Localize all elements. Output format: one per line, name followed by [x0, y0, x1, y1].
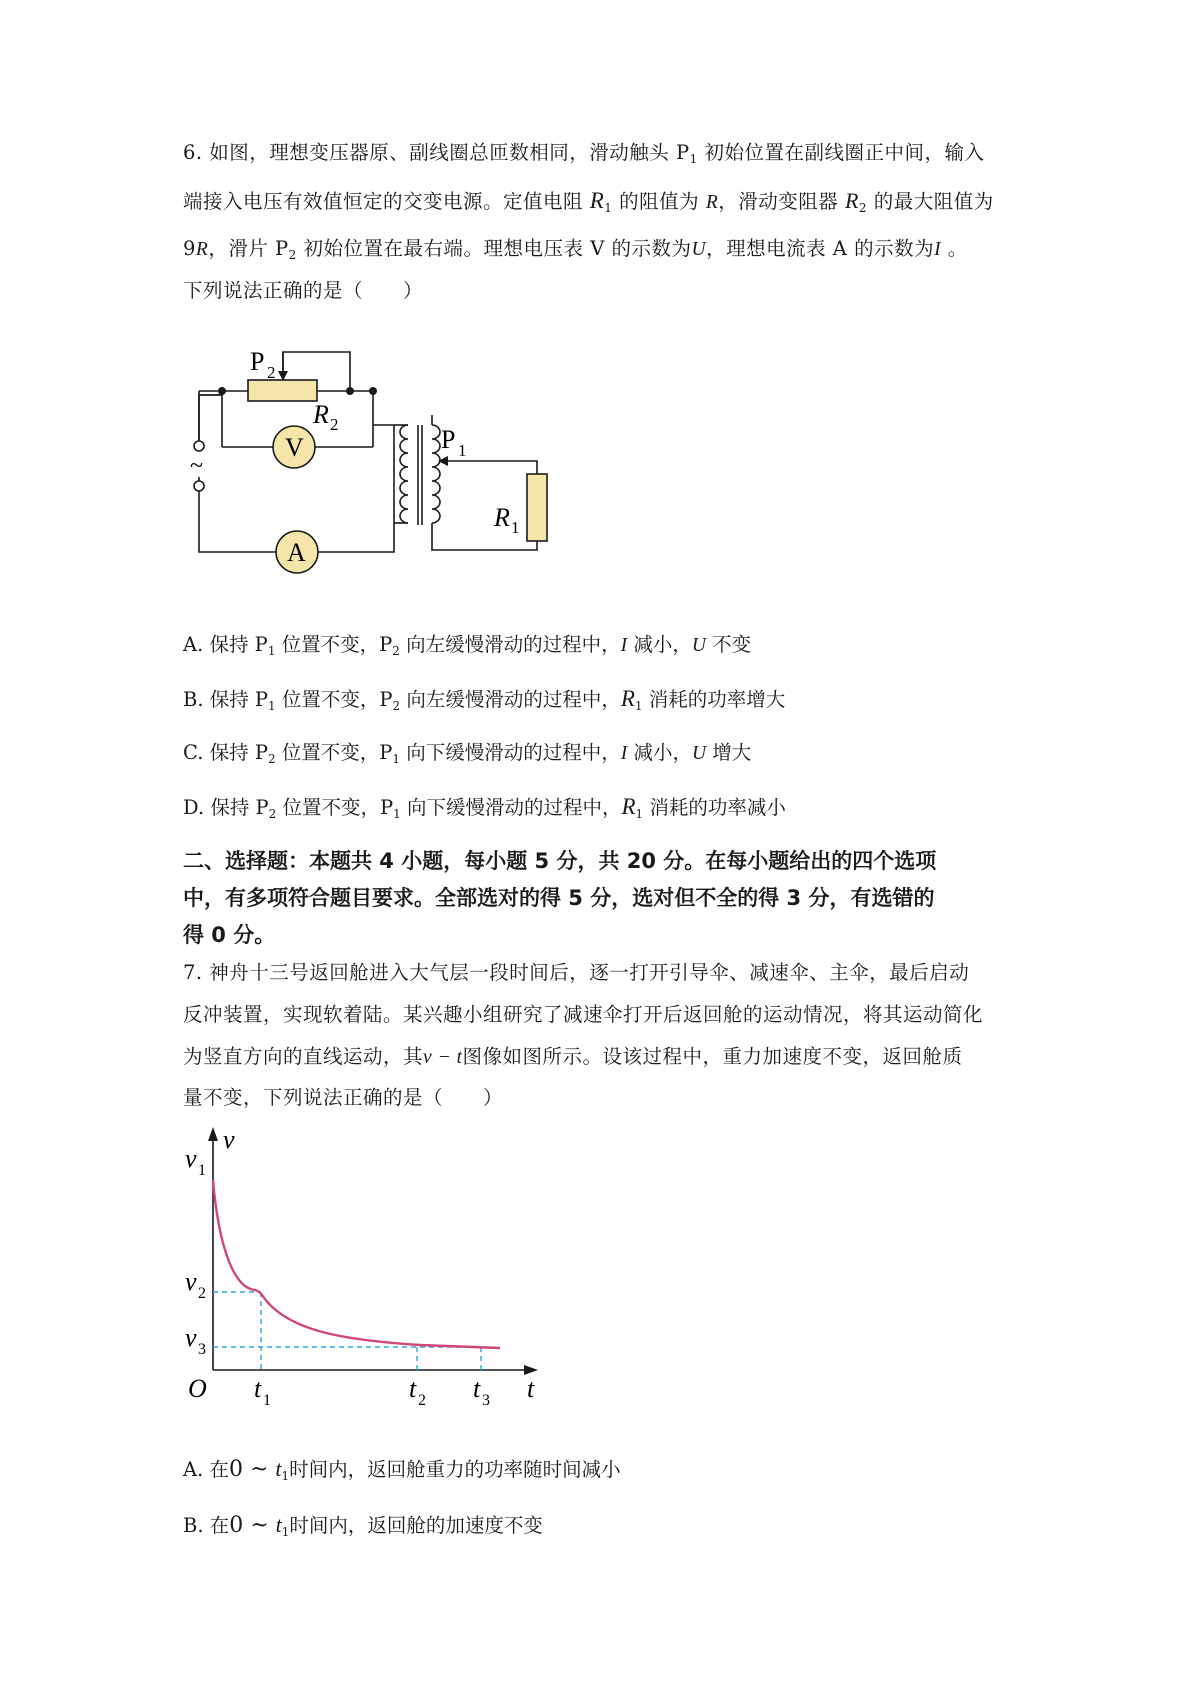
q7-opt-b-t: t — [275, 1512, 282, 1537]
opt-a-end: 不变 — [705, 633, 752, 656]
opt-a-mid1: 位置不变，P — [275, 633, 393, 656]
ammeter-label: A — [287, 538, 306, 567]
q6-i-symbol: I — [934, 239, 942, 260]
opt-c-mid1: 位置不变，P — [275, 741, 393, 764]
opt-c-mid2: 向下缓慢滑动的过程中， — [400, 741, 621, 764]
opt-d-s2: 1 — [393, 807, 401, 821]
opt-c-pre: C. 保持 P — [183, 741, 268, 764]
q6-line2b: 的阻值为 — [612, 190, 706, 213]
q7-opt-a-tsub: 1 — [281, 1469, 290, 1483]
q7-vt-symbol: v − t — [423, 1047, 463, 1068]
q7-option-b — [183, 1512, 543, 1545]
opt-d-mid2: 向下缓慢滑动的过程中， — [400, 796, 622, 819]
opt-d-s1: 2 — [268, 807, 277, 821]
t-axis-label: t — [527, 1374, 535, 1403]
q7-option-a — [183, 1456, 621, 1489]
q6-line2a: 端接入电压有效值恒定的交变电源。定值电阻 — [183, 190, 590, 213]
opt-c-s1: 2 — [267, 752, 276, 766]
q6-line3b: ，滑片 P — [208, 237, 289, 260]
v-axis-arrow-icon — [208, 1127, 218, 1141]
opt-b-mid1: 位置不变，P — [275, 688, 393, 711]
v1-label: v — [185, 1144, 197, 1173]
opt-b-v1: R — [620, 686, 635, 711]
section2-heading-line2: 中，有多项符合题目要求。全部选对的得 5 分，选对但不全的得 3 分，有选错的 — [183, 886, 935, 910]
opt-d-end: 消耗的功率减小 — [643, 796, 786, 819]
v2-label-sub: 2 — [198, 1285, 206, 1302]
t1-label: t — [254, 1374, 262, 1403]
q6-line1-rest: 初始位置在副线圈正中间，输入 — [697, 141, 985, 164]
opt-b-v1sub: 1 — [634, 699, 643, 713]
q6-u-symbol: U — [691, 239, 707, 260]
q7-opt-a-t: t — [275, 1456, 282, 1481]
opt-c-s2: 1 — [392, 752, 401, 766]
q6-r-symbol: R — [705, 192, 719, 213]
r2-label: R — [313, 400, 329, 429]
t3-label: t — [473, 1374, 481, 1403]
opt-b-pre: B. 保持 P — [183, 688, 269, 711]
opt-a-s1: 1 — [267, 644, 276, 658]
q6-p2-sub: 2 — [288, 248, 297, 262]
q7-line3b: 图像如图所示。设该过程中，重力加速度不变，返回舱质 — [462, 1045, 963, 1068]
opt-a-v1: I — [620, 635, 628, 656]
v-axis-label: v — [223, 1125, 235, 1154]
q7-opt-a-range: 0 ~ — [228, 1457, 276, 1482]
q6-p1-sub: 1 — [689, 152, 698, 166]
q6-line3e: 。 — [941, 237, 968, 260]
t2-label-sub: 2 — [418, 1392, 426, 1409]
opt-a-mid2: 向左缓慢滑动的过程中， — [399, 633, 621, 656]
opt-b-s1: 1 — [268, 699, 276, 713]
q6-line3c: 初始位置在最右端。理想电压表 V 的示数为 — [296, 237, 692, 260]
opt-a-s2: 2 — [392, 644, 400, 658]
origin-label: O — [188, 1374, 207, 1403]
voltmeter-label: V — [285, 433, 304, 462]
q6-r2-sub: 2 — [858, 201, 868, 215]
v3-label-sub: 3 — [198, 1341, 206, 1358]
opt-c-v1: I — [620, 743, 628, 764]
opt-a-v2: U — [691, 635, 706, 656]
v1-label-sub: 1 — [198, 1162, 206, 1179]
opt-c-end: 增大 — [706, 741, 752, 764]
opt-b-s2: 2 — [392, 699, 401, 713]
opt-d-v1: R — [621, 794, 636, 819]
q6-line2c: ，滑动变阻器 — [718, 190, 845, 213]
q6-line3a: 9 — [183, 237, 196, 260]
opt-b-mid2: 向左缓慢滑动的过程中， — [400, 688, 621, 711]
q6-line3d: ，理想电流表 A 的示数为 — [706, 237, 935, 260]
p2-label-sub: 2 — [267, 363, 276, 382]
r1-label: R — [494, 503, 510, 532]
t2-label: t — [409, 1374, 417, 1403]
r2-label-sub: 2 — [330, 415, 339, 434]
q6-line4-text: 下列说法正确的是（ ） — [183, 279, 424, 302]
q7-line4: 量不变，下列说法正确的是（ ） — [183, 1086, 504, 1109]
p1-label-sub: 1 — [458, 441, 467, 460]
q6-r1-symbol: R — [589, 188, 605, 213]
section2-heading-line1: 二、选择题：本题共 4 小题，每小题 5 分，共 20 分。在每小题给出的四个选项 — [183, 849, 937, 873]
opt-d-mid1: 位置不变，P — [276, 796, 394, 819]
opt-c-mid3: 减小， — [627, 741, 692, 764]
opt-a-mid3: 减小， — [627, 633, 692, 656]
opt-b-end: 消耗的功率增大 — [642, 688, 786, 711]
section2-heading-line3: 得 0 分。 — [183, 923, 276, 947]
r1-label-sub: 1 — [511, 518, 520, 537]
opt-a-pre: A. 保持 P — [183, 633, 268, 656]
q7-opt-b-pre: B. 在 — [183, 1514, 230, 1537]
q7-opt-b-tsub: 1 — [281, 1525, 290, 1539]
t1-label-sub: 1 — [263, 1392, 271, 1409]
q7-opt-b-range: 0 ~ — [229, 1513, 276, 1538]
t3-label-sub: 3 — [482, 1392, 490, 1409]
q6-line1-text: 6. 如图，理想变压器原、副线圈总匝数相同，滑动触头 P — [183, 141, 690, 164]
q7-opt-a-pre: A. 在 — [183, 1458, 229, 1481]
p1-label: P — [441, 425, 456, 454]
q6-r1-sub: 1 — [604, 201, 613, 215]
v3-label: v — [185, 1323, 197, 1352]
opt-d-v1sub: 1 — [635, 807, 644, 821]
q6-9r-symbol: R — [195, 239, 209, 260]
q7-line3a: 为竖直方向的直线运动，其 — [183, 1045, 424, 1068]
velocity-curve — [213, 1180, 500, 1348]
v2-label: v — [185, 1267, 197, 1296]
p2-label: P — [250, 347, 265, 376]
q6-line2d: 的最大阻值为 — [867, 190, 994, 213]
q7-line2: 反冲装置，实现软着陆。某兴趣小组研究了减速伞打开后返回舱的运动情况，将其运动简化 — [183, 1003, 984, 1026]
q7-opt-b-end: 时间内，返回舱的加速度不变 — [289, 1514, 543, 1537]
opt-d-pre: D. 保持 P — [183, 796, 269, 819]
q7-line1: 7. 神舟十三号返回舱进入大气层一段时间后，逐一打开引导伞、减速伞、主伞，最后启动 — [183, 961, 970, 984]
ac-source-symbol: ~ — [190, 453, 203, 479]
opt-c-v2: U — [691, 743, 707, 764]
q7-opt-a-end: 时间内，返回舱重力的功率随时间减小 — [289, 1458, 621, 1481]
q6-r2-symbol: R — [844, 188, 859, 213]
